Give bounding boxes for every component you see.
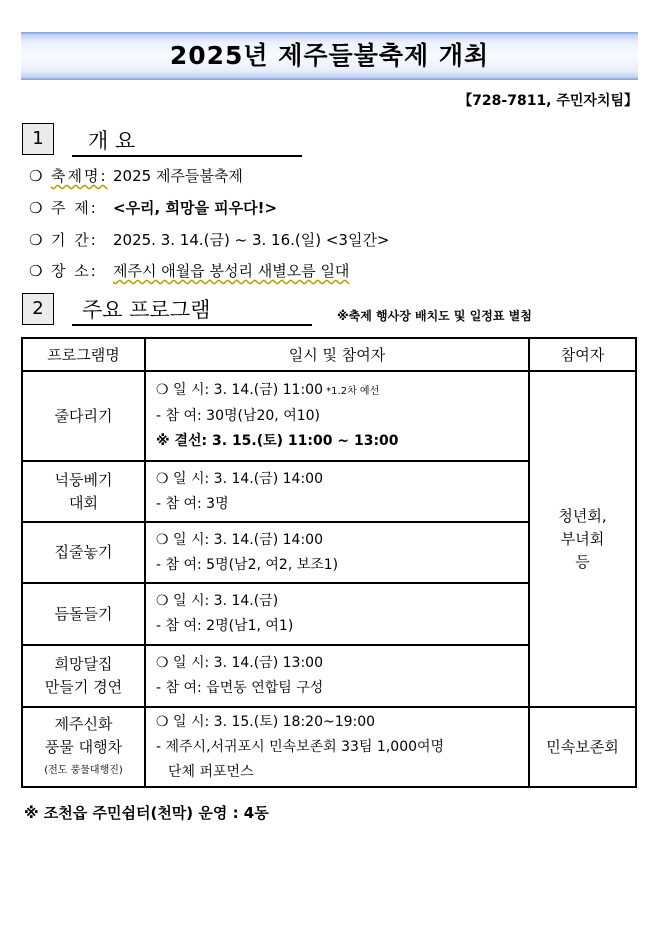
item-value: 제주시 애월읍 봉성리 새별오름 일대 [113,262,350,280]
contact-info: 【728-7811, 주민자치팀】 [458,93,638,109]
program-table [21,337,637,788]
group-participant [529,371,636,707]
section2-heading: 주요 프로그램 [82,298,211,322]
header-program: 프로그램명 [22,338,145,371]
page-title: 2025년 제주들불축제 개최 [169,41,490,70]
bullet-icon: ❍ [29,231,43,249]
program-name-line: 대회 [69,493,98,512]
item-value: 2025. 3. 14.(금) ~ 3. 16.(일) <3일간> [113,231,390,249]
section1-heading: 개 요 [88,129,136,153]
overview-item-name [29,165,243,186]
schedule-line: ❍ 일 시: 3. 14.(금) 14:00 [156,470,323,487]
overview-item-place [29,260,349,281]
participant-line: - 참 여: 30명(남20, 여10) [156,408,321,424]
item-label: 장 소: [51,262,98,280]
overview-item-period [29,229,390,250]
section1-number: 1 [22,123,54,155]
program-name-line: 희망달집 [54,655,113,673]
layout-note: ※축제 행사장 배치도 및 일정표 별첨 [337,309,532,323]
program-participant: 민속보존회 [529,707,636,787]
program-name-line: (전도 풍물대행진) [44,764,123,776]
bullet-icon: ❍ [29,167,43,185]
bullet-icon: ❍ [29,199,43,217]
schedule-line: ❍ 일 시: 3. 14.(금) 13:00 [156,655,323,671]
section2-underline [72,324,312,326]
participant-line: - 제주시,서귀포시 민속보존회 33팀 1,000여명 [156,738,445,755]
overview-item-theme [29,197,277,218]
participant-line-cont: 단체 퍼포먼스 [168,763,254,780]
item-label: 축제명: [51,167,108,185]
bullet-icon: ❍ [29,262,43,280]
program-name-line: 넉둥베기 [54,470,113,489]
program-name: 줄다리기 [22,371,145,461]
program-detail [145,522,529,583]
participant-1: 청년회, [558,506,607,525]
participant-line: - 참 여: 2명(남1, 여1) [156,618,294,634]
schedule-line: ❍ 일 시: 3. 14.(금) 14:00 [156,531,323,548]
program-name [22,707,145,787]
program-detail [145,707,529,787]
program-name-line: 만들기 경연 [44,678,123,696]
footer-note: ※ 조천읍 주민쉼터(천막) 운영 : 4동 [24,804,269,822]
section2-number: 2 [22,293,54,325]
item-label: 주 제: [51,199,98,217]
participant-3: 등 [575,552,590,571]
schedule-line: ❍ 일 시: 3. 14.(금) [156,593,279,609]
program-name: 듬돌들기 [22,583,145,645]
table-row [22,707,636,787]
section1-underline [72,155,302,157]
schedule-note: *1.2차 예선 [322,386,380,397]
item-label: 기 간: [51,231,98,249]
program-detail [145,645,529,707]
program-name [22,461,145,522]
participant-2: 부녀회 [560,529,605,548]
program-name [22,645,145,707]
program-detail [145,371,529,461]
participant-line: - 참 여: 읍면동 연합팀 구성 [156,680,324,696]
table-row [22,371,636,461]
schedule-line: ❍ 일 시: 3. 14.(금) 11:00 [156,382,323,398]
participant-line: - 참 여: 3명 [156,495,229,512]
schedule-line: ❍ 일 시: 3. 15.(토) 18:20~19:00 [156,713,376,730]
table-header-row [22,338,636,371]
header-participant: 참여자 [529,338,636,371]
program-name-line: 풍물 대행차 [44,737,123,756]
participant-line: - 참 여: 5명(남2, 여2, 보조1) [156,556,339,573]
program-detail [145,583,529,645]
program-name-line: 제주신화 [54,714,113,733]
program-name: 집줄놓기 [22,522,145,583]
item-value: <우리, 희망을 피우다!> [113,199,278,217]
final-line: ※ 결선: 3. 15.(토) 11:00 ~ 13:00 [156,433,399,449]
program-detail [145,461,529,522]
header-schedule: 일시 및 참여자 [145,338,529,371]
item-value: 2025 제주들불축제 [113,167,243,185]
